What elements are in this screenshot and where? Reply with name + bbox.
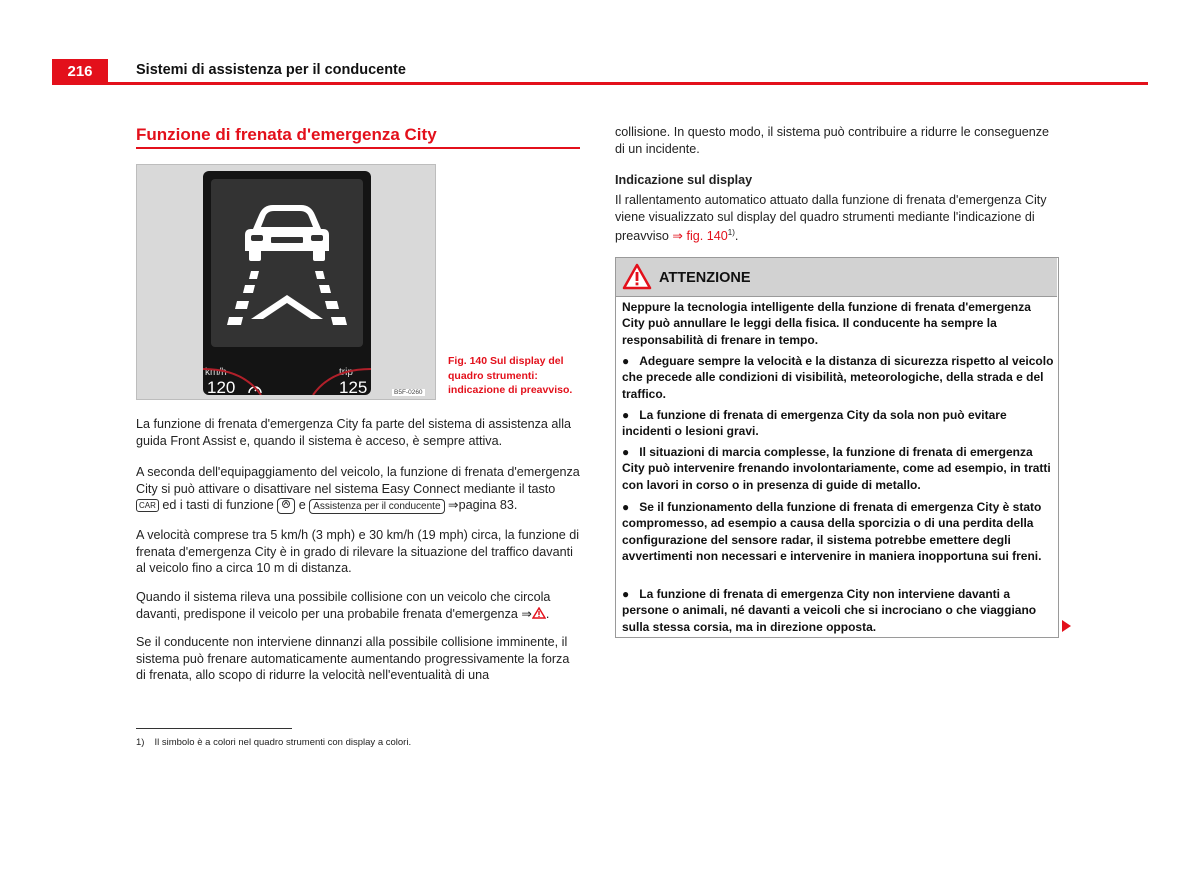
car-key: CAR xyxy=(136,499,159,512)
section-rule xyxy=(136,147,580,149)
assist-key: Assistenza per il conducente xyxy=(309,499,444,514)
footnote-mark: 1) xyxy=(136,737,145,748)
bullet-text: Adeguare sempre la velocità e la distanza di sicurezza rispetto al veicolo che precede alle condizioni di visibilità, meteorologiche, della strada e del traffico. xyxy=(622,354,1054,401)
bullet-text: La funzione di frenata di emergenza City da sola non può evitare incidenti o lesioni gravi. xyxy=(622,408,1007,439)
bullet-text: Il situazioni di marcia complesse, la funzione di frenata di emergenza City può intervenire frenando involontariamente, come ad esempio, in tratti con lavori in corso o in presenza di guide di metallo. xyxy=(622,445,1051,492)
text: Quando il sistema rileva una possibile collisione con un veicolo che circola davanti, predispone il veicolo per una probabile frenata d'emergenza ⇒ xyxy=(136,590,551,621)
text: Il rallentamento automatico attuato dalla funzione di frenata d'emergenza City viene visualizzato sul display del quadro strumenti mediante l'indicazione di preavviso xyxy=(615,193,1047,244)
warning-bullet-5: ● La funzione di frenata di emergenza City non interviene davanti a persone o animali, né davanti a veicoli che si incrociano o che viaggiano sulla stessa corsia, ma in direzione opposta. xyxy=(622,587,1037,634)
warning-bullet-1: ● Adeguare sempre la velocità e la distanza di sicurezza rispetto al veicolo che precede alle condizioni di visibilità, meteorologiche, della strada e del traffico. xyxy=(622,354,1054,401)
text: A seconda dell'equipaggiamento del veicolo, la funzione di frenata d'emergenza City si può attivare o disattivare nel sistema Easy Connect mediante il tasto xyxy=(136,465,580,496)
paragraph-continued: collisione. In questo modo, il sistema può contribuire a ridurre le conseguenze di un incidente. xyxy=(615,125,1050,156)
paragraph-speed-range: A velocità comprese tra 5 km/h (3 mph) e 30 km/h (19 mph) circa, la funzione di frenata d'emergenza City è in grado di rilevare la situazione del traffico davanti al veicolo fino a circa 10 m di distanza. xyxy=(136,528,580,575)
footnote-rule xyxy=(136,728,292,729)
warning-bullet-3: ● Il situazioni di marcia complesse, la funzione di frenata di emergenza City può intervenire frenando involontariamente, come ad esempio, in tratti con lavori in corso o in presenza di guide di metallo. xyxy=(622,445,1051,492)
warning-intro: Neppure la tecnologia intelligente della funzione di frenata d'emergenza City può annullare le leggi della fisica. Il conducente ha sempre la responsabilità di frenare in tempo. xyxy=(622,300,1031,347)
figure-caption: Fig. 140 Sul display del quadro strumenti: indicazione di preavviso. xyxy=(448,355,573,396)
figure-code: B5F-0260 xyxy=(394,389,423,396)
speed-value: 120 xyxy=(207,378,236,397)
warning-bullet-2: ● La funzione di frenata di emergenza City da sola non può evitare incidenti o lesioni gravi. xyxy=(622,408,1007,439)
page-number: 216 xyxy=(52,59,108,85)
function-key-icon xyxy=(277,498,295,514)
figure-140 xyxy=(136,164,436,400)
paragraph-intro: La funzione di frenata d'emergenza City fa parte del sistema di assistenza alla guida Front Assist e, quando il sistema è acceso, è sempre attiva. xyxy=(136,417,572,448)
warning-bullet-4: ● Se il funzionamento della funzione di frenata di emergenza City è stato compromesso, ad esempio a causa della sporcizia o di una perdita della configurazione del sensore radar, il sistema potrebbe emettere degli avvertimenti non necessari e intervenire in maniera inopportuna sui freni. xyxy=(622,500,1042,564)
section-title: Funzione di frenata d'emergenza City xyxy=(136,125,437,144)
header-rule xyxy=(52,82,1148,85)
continue-arrow-icon xyxy=(1062,620,1071,632)
trip-value: 125 xyxy=(339,378,368,397)
speed-unit: km/h xyxy=(205,367,227,378)
paragraph-display xyxy=(615,192,1059,245)
warning-title: ATTENZIONE xyxy=(659,270,751,286)
warning-icon xyxy=(622,263,652,290)
footnote-ref: 1) xyxy=(727,228,735,237)
trip-label: trip xyxy=(339,367,353,378)
red-arc-right xyxy=(311,365,371,395)
paragraph-braking: Se il conducente non interviene dinnanzi alla possibile collisione imminente, il sistema può frenare automaticamente aumentando progressivamente la forza di frenata, allo scopo di ridurre la velocità nell'eventualità di una xyxy=(136,635,570,682)
footnote xyxy=(136,737,411,748)
display-panel xyxy=(211,179,363,347)
warning-triangle-icon xyxy=(532,607,546,619)
figure-link[interactable]: ⇒ fig. 140 xyxy=(672,229,728,244)
text: . xyxy=(734,229,739,244)
text: ⇒pagina 83. xyxy=(444,498,518,512)
red-arc-left xyxy=(203,365,263,395)
warning-header xyxy=(616,258,1057,297)
warning-box xyxy=(615,257,1059,638)
subheading-display: Indicazione sul display xyxy=(615,173,753,187)
text: e xyxy=(295,498,310,512)
paragraph-activation xyxy=(136,464,580,514)
chapter-title: Sistemi di assistenza per il conducente xyxy=(136,62,406,78)
paragraph-collision: Quando il sistema rileva una possibile collisione con un veicolo che circola davanti, predispone il veicolo per una probabile frenata d'emergenza ⇒ . xyxy=(136,590,551,621)
bullet-text: Se il funzionamento della funzione di frenata di emergenza City è stato compromesso, ad esempio a causa della sporcizia o di una perdita della configurazione del sensore radar, il sistema potrebbe emettere degli avvertimenti non necessari e intervenire in maniera inopportuna sui freni. xyxy=(622,500,1042,564)
footnote-text: Il simbolo è a colori nel quadro strumenti con display a colori. xyxy=(154,737,412,748)
text: ed i tasti di funzione xyxy=(158,498,278,512)
bullet-text: La funzione di frenata di emergenza City non interviene davanti a persone o animali, né davanti a veicoli che si incrociano o che viaggiano sulla stessa corsia, ma in direzione opposta. xyxy=(622,587,1037,634)
instrument-display xyxy=(203,171,371,395)
car-warning-icon xyxy=(211,179,363,347)
